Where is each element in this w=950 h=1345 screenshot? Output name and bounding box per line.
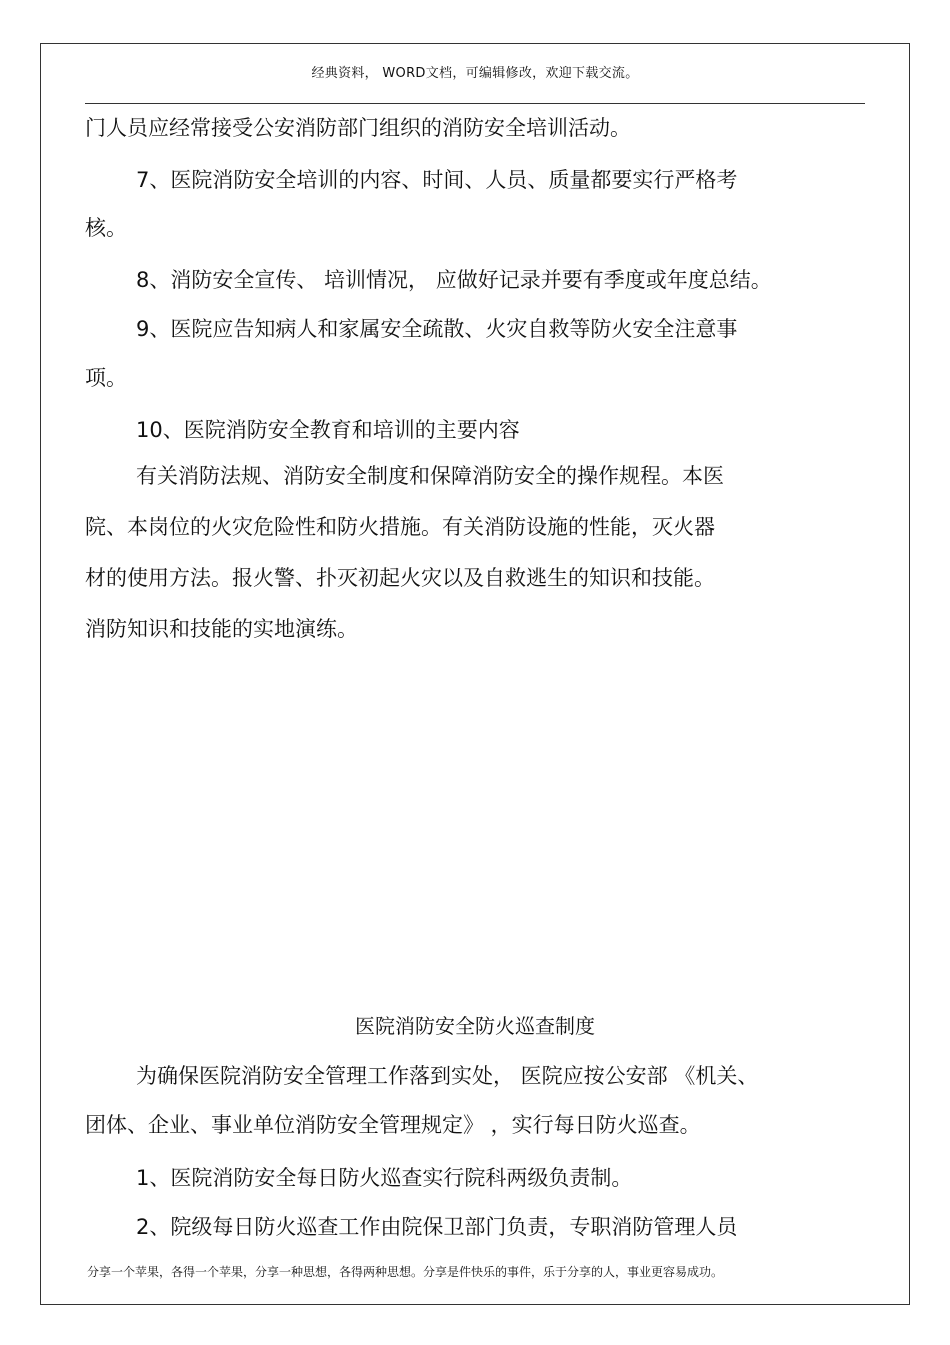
section-line: 为确保医院消防安全管理工作落到实处， 医院应按公安部 《机关、 [136, 1064, 759, 1088]
body-line: 材的使用方法。报火警、扑灭初起火灾以及自救逃生的知识和技能。 [85, 566, 715, 590]
section-title: 医院消防安全防火巡查制度 [355, 1014, 595, 1038]
header-note: 经典资料， WORD文档，可编辑修改，欢迎下载交流。 [311, 66, 639, 81]
body-line: 10、医院消防安全教育和培训的主要内容 [136, 418, 520, 442]
header-divider [85, 103, 865, 104]
body-line: 有关消防法规、消防安全制度和保障消防安全的操作规程。本医 [136, 464, 724, 488]
section-line: 1、医院消防安全每日防火巡查实行院科两级负责制。 [136, 1166, 633, 1190]
body-line: 9、医院应告知病人和家属安全疏散、火灾自救等防火安全注意事 [136, 317, 738, 341]
body-line: 门人员应经常接受公安消防部门组织的消防安全培训活动。 [85, 116, 631, 140]
section-line: 2、院级每日防火巡查工作由院保卫部门负责，专职消防管理人员 [136, 1215, 738, 1239]
body-line: 消防知识和技能的实地演练。 [85, 617, 358, 641]
body-line: 项。 [85, 366, 127, 390]
footer-note: 分享一个苹果，各得一个苹果，分享一种思想，各得两种思想。分享是件快乐的事件，乐于分享的人，事业更容易成功。 [87, 1265, 724, 1279]
body-line: 院、本岗位的火灾危险性和防火措施。有关消防设施的性能，灭火器 [85, 515, 715, 539]
body-line: 8、消防安全宣传、 培训情况， 应做好记录并要有季度或年度总结。 [136, 268, 772, 292]
body-line: 7、医院消防安全培训的内容、时间、人员、质量都要实行严格考 [136, 168, 738, 192]
section-line: 团体、企业、事业单位消防安全管理规定》 ，实行每日防火巡查。 [85, 1113, 701, 1137]
body-line: 核。 [85, 216, 127, 240]
